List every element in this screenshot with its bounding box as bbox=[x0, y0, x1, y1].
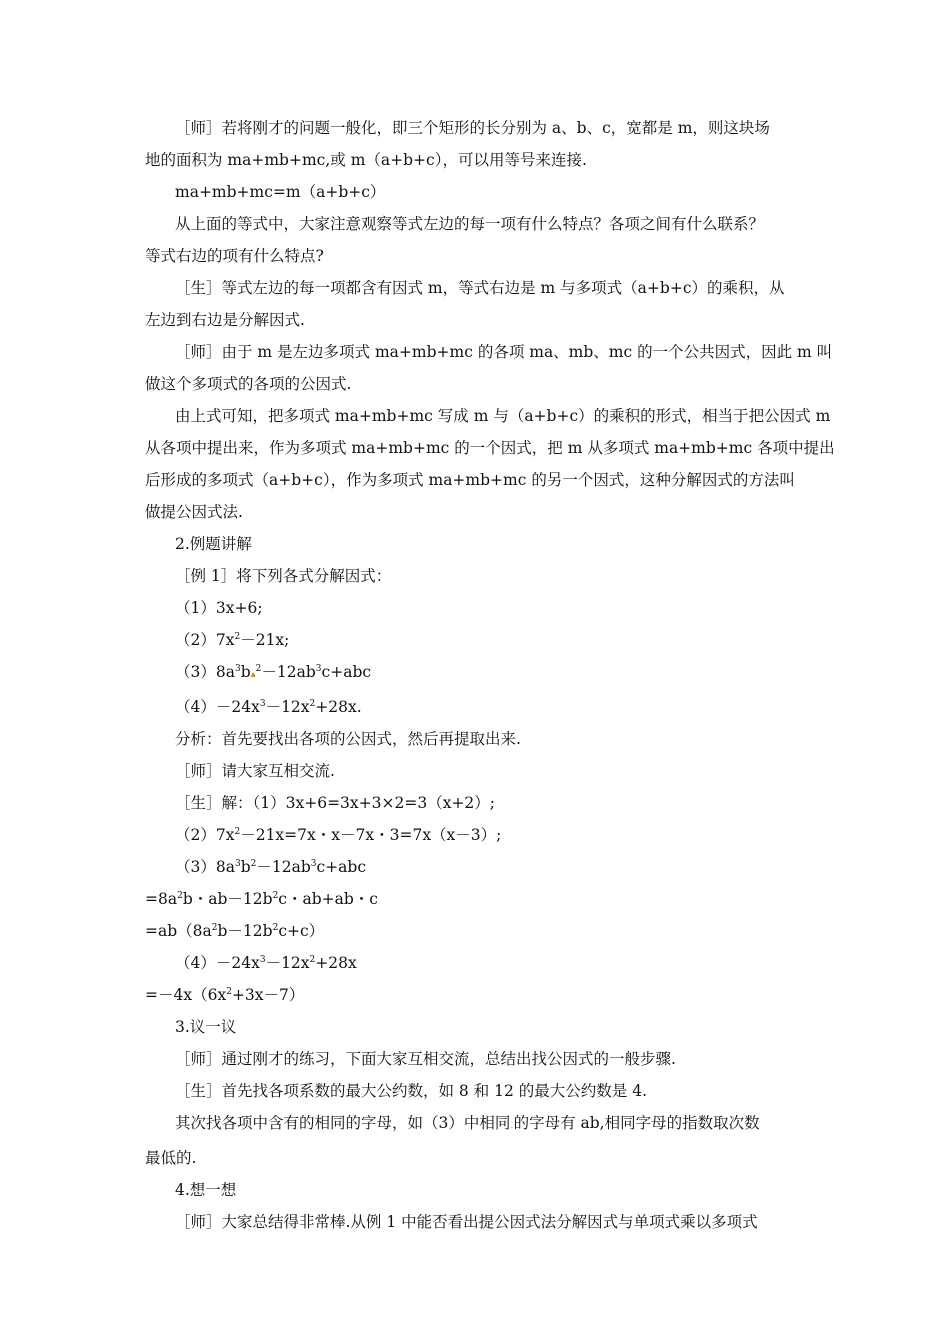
paragraph-teacher-1: ［师］若将刚才的问题一般化，即三个矩形的长分别为 a、b、c，宽都是 m，则这块场 bbox=[175, 119, 770, 137]
text: b・ab－12b bbox=[182, 890, 273, 908]
paragraph-explanation-cont: 做提公因式法. bbox=[145, 503, 243, 521]
exponent: 3 bbox=[234, 664, 241, 674]
exponent: 2 bbox=[309, 955, 316, 965]
stray-mark: ▴ bbox=[250, 669, 256, 680]
text: （2）7x bbox=[175, 826, 235, 844]
text: c+abc bbox=[316, 858, 367, 876]
exponent: 2 bbox=[272, 923, 279, 933]
paragraph-explanation-cont: 从各项中提出来，作为多项式 ma+mb+mc 的一个因式，把 m 从多项式 ma+mb+mc 各项中提出 bbox=[145, 439, 835, 457]
example-item-4 bbox=[145, 691, 810, 723]
example-1-title: ［例 1］将下列各式分解因式： bbox=[175, 567, 392, 585]
exponent: 3 bbox=[259, 955, 266, 965]
text: －12ab bbox=[256, 858, 311, 876]
exponent: 2 bbox=[272, 891, 279, 901]
exponent: 2 bbox=[309, 699, 316, 709]
example-item-2 bbox=[145, 624, 810, 656]
exponent: 3 bbox=[259, 699, 266, 709]
text: b－12b bbox=[217, 922, 273, 940]
equation-line: ma+mb+mc=m（a+b+c） bbox=[175, 183, 386, 201]
teacher-exchange-line: ［师］请大家互相交流. bbox=[175, 762, 335, 780]
text: c+abc bbox=[321, 663, 372, 681]
solution-4 bbox=[145, 947, 810, 979]
text: +28x bbox=[315, 954, 357, 972]
text: c・ab+ab・c bbox=[278, 890, 378, 908]
text: +3x－7） bbox=[231, 986, 305, 1004]
paragraph-student-1: ［生］等式左边的每一项都含有因式 m，等式右边是 m 与多项式（a+b+c）的乘积，从 bbox=[175, 279, 785, 297]
exponent: 2 bbox=[234, 827, 241, 837]
exponent: 3 bbox=[310, 859, 317, 869]
text: b bbox=[240, 663, 251, 681]
text: －12ab bbox=[261, 663, 316, 681]
teacher-line-4: ［师］大家总结得非常棒.从例 1 中能否看出提公因式法分解因式与单项式乘以多项式 bbox=[175, 1213, 758, 1231]
exponent: 3 bbox=[315, 664, 322, 674]
exponent: 2 bbox=[250, 859, 257, 869]
paragraph-explanation-cont: 后形成的多项式（a+b+c），作为多项式 ma+mb+mc 的另一个因式，这种分解因式的方法叫 bbox=[145, 471, 795, 489]
text: 其次找各项中含有的相同的字母，如（3）中相同 bbox=[175, 1114, 511, 1132]
exponent: 2 bbox=[226, 987, 232, 997]
paragraph-explanation: 由上式可知，把多项式 ma+mb+mc 写成 m 与（a+b+c）的乘积的形式，相当于把公因式 m bbox=[175, 407, 831, 425]
paragraph-steps bbox=[145, 1107, 810, 1142]
exponent: 3 bbox=[234, 859, 241, 869]
solution-3-step-3 bbox=[145, 915, 810, 947]
section-heading-examples: 2.例题讲解 bbox=[175, 535, 252, 553]
text: －12x bbox=[265, 954, 310, 972]
paragraph-teacher-1-cont: 地的面积为 ma+mb+mc,或 m（a+b+c），可以用等号来连接. bbox=[145, 151, 587, 169]
text: c+c） bbox=[278, 922, 325, 940]
paragraph-question: 从上面的等式中，大家注意观察等式左边的每一项有什么特点？各项之间有什么联系？ bbox=[175, 215, 765, 233]
solution-2 bbox=[145, 819, 810, 851]
text: －21x=7x・x－7x・3=7x（x－3）; bbox=[240, 826, 502, 844]
solution-3-step-2 bbox=[145, 883, 810, 915]
example-item-1: （1）3x+6; bbox=[175, 599, 263, 617]
paragraph-steps-cont: 最低的. bbox=[145, 1149, 197, 1167]
text: b bbox=[240, 858, 251, 876]
text: 的字母有 ab,相同字母的指数取次数 bbox=[513, 1114, 760, 1132]
solution-3 bbox=[145, 851, 810, 883]
exponent: 2 bbox=[177, 891, 183, 901]
paragraph-teacher-2: ［师］由于 m 是左边多项式 ma+mb+mc 的各项 ma、mb、mc 的一个公共因式，因此 m 叫 bbox=[175, 343, 833, 361]
section-heading-think: 4.想一想 bbox=[175, 1181, 237, 1199]
text: （4）－24x bbox=[175, 954, 260, 972]
text: （3）8a bbox=[175, 858, 235, 876]
exponent: 2 bbox=[255, 664, 262, 674]
text: －12x bbox=[265, 698, 310, 716]
exponent: 2 bbox=[211, 923, 218, 933]
teacher-line-3: ［师］通过刚才的练习，下面大家互相交流，总结出找公因式的一般步骤. bbox=[175, 1050, 676, 1068]
example-item-3 bbox=[145, 656, 810, 691]
solution-4-step-2 bbox=[145, 979, 810, 1011]
solution-1: ［生］解：（1）3x+6=3x+3×2=3（x+2）; bbox=[175, 794, 496, 812]
section-heading-discuss: 3.议一议 bbox=[175, 1018, 237, 1036]
text: =ab（8a bbox=[145, 922, 212, 940]
text: （3）8a bbox=[175, 663, 235, 681]
text: =8a bbox=[145, 890, 178, 908]
paragraph-student-1-cont: 左边到右边是分解因式. bbox=[145, 311, 305, 329]
text: （4）－24x bbox=[175, 698, 260, 716]
paragraph-teacher-2-cont: 做这个多项式的各项的公因式. bbox=[145, 375, 352, 393]
text: +28x. bbox=[315, 698, 362, 716]
stray-mark: . bbox=[510, 1120, 514, 1131]
student-line-3: ［生］首先找各项系数的最大公约数，如 8 和 12 的最大公约数是 4. bbox=[175, 1082, 648, 1100]
analysis-line: 分析：首先要找出各项的公因式，然后再提取出来. bbox=[175, 730, 521, 748]
paragraph-question-cont: 等式右边的项有什么特点? bbox=[145, 247, 324, 265]
text: （2）7x bbox=[175, 631, 235, 649]
text: －21x; bbox=[240, 631, 290, 649]
exponent: 2 bbox=[234, 632, 241, 642]
text: =－4x（6x bbox=[145, 986, 227, 1004]
